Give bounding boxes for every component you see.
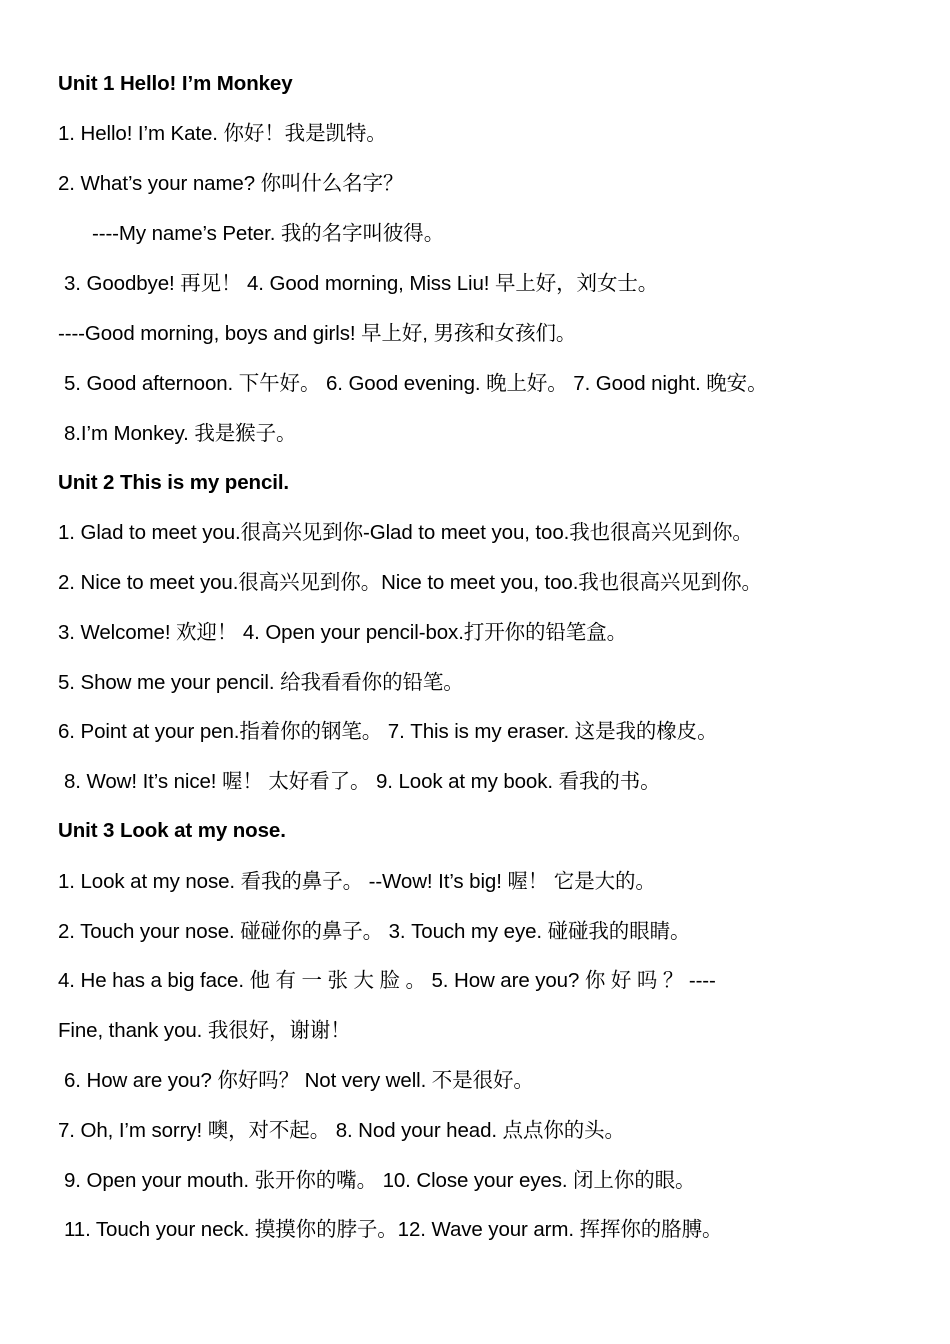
unit-2-line-5: 6. Point at your pen.指着你的钢笔。 7. This is my eraser. 这是我的橡皮。 <box>58 720 718 743</box>
unit-3-line-2: 2. Touch your nose. 碰碰你的鼻子。 3. Touch my eye. 碰碰我的眼睛。 <box>58 920 691 943</box>
unit-3-line-1: 1. Look at my nose. 看我的鼻子。 --Wow! It’s big! 喔！ 它是大的。 <box>58 870 656 893</box>
unit-1-line-1: 1. Hello! I’m Kate. 你好！我是凯特。 <box>58 122 387 145</box>
unit-1-line-5: ----Good morning, boys and girls! 早上好, 男孩和女孩们。 <box>58 322 577 345</box>
unit-3-line-8: 11. Touch your neck. 摸摸你的脖子。12. Wave your arm. 挥挥你的胳膊。 <box>64 1218 723 1241</box>
unit-3-line-4: Fine, thank you. 我很好，谢谢！ <box>58 1019 351 1042</box>
unit-2-heading: Unit 2 This is my pencil. <box>58 471 290 494</box>
unit-1-line-6: 5. Good afternoon. 下午好。 6. Good evening. 晚上好。 7. Good night. 晚安。 <box>64 372 768 395</box>
unit-2-line-6: 8. Wow! It’s nice! 喔！ 太好看了。 9. Look at my book. 看我的书。 <box>64 770 661 793</box>
unit-1-line-7: 8.I’m Monkey. 我是猴子。 <box>64 422 297 445</box>
unit-1-heading: Unit 1 Hello! I’m Monkey <box>58 72 293 95</box>
unit-1-line-3: ----My name’s Peter. 我的名字叫彼得。 <box>92 222 445 245</box>
unit-1-line-4: 3. Goodbye! 再见！ 4. Good morning, Miss Liu! 早上好，刘女士。 <box>64 272 659 295</box>
unit-2-line-2: 2. Nice to meet you.很高兴见到你。Nice to meet you, too.我也很高兴见到你。 <box>58 571 762 594</box>
unit-2-line-4: 5. Show me your pencil. 给我看看你的铅笔。 <box>58 671 464 694</box>
unit-3-line-6: 7. Oh, I’m sorry! 噢，对不起。 8. Nod your head. 点点你的头。 <box>58 1119 625 1142</box>
unit-2-line-3: 3. Welcome! 欢迎！ 4. Open your pencil-box.打开你的铅笔盒。 <box>58 621 627 644</box>
unit-3-heading: Unit 3 Look at my nose. <box>58 819 286 842</box>
unit-3-line-5: 6. How are you? 你好吗？ Not very well. 不是很好。 <box>64 1069 534 1092</box>
unit-3-line-3: 4. He has a big face. 他 有 一 张 大 脸 。 5. How are you? 你 好 吗 ？ ---- <box>58 969 716 992</box>
unit-1-line-2: 2. What’s your name? 你叫什么名字？ <box>58 172 404 195</box>
unit-3-line-7: 9. Open your mouth. 张开你的嘴。 10. Close your eyes. 闭上你的眼。 <box>64 1169 696 1192</box>
unit-2-line-1: 1. Glad to meet you.很高兴见到你-Glad to meet you, too.我也很高兴见到你。 <box>58 521 753 544</box>
